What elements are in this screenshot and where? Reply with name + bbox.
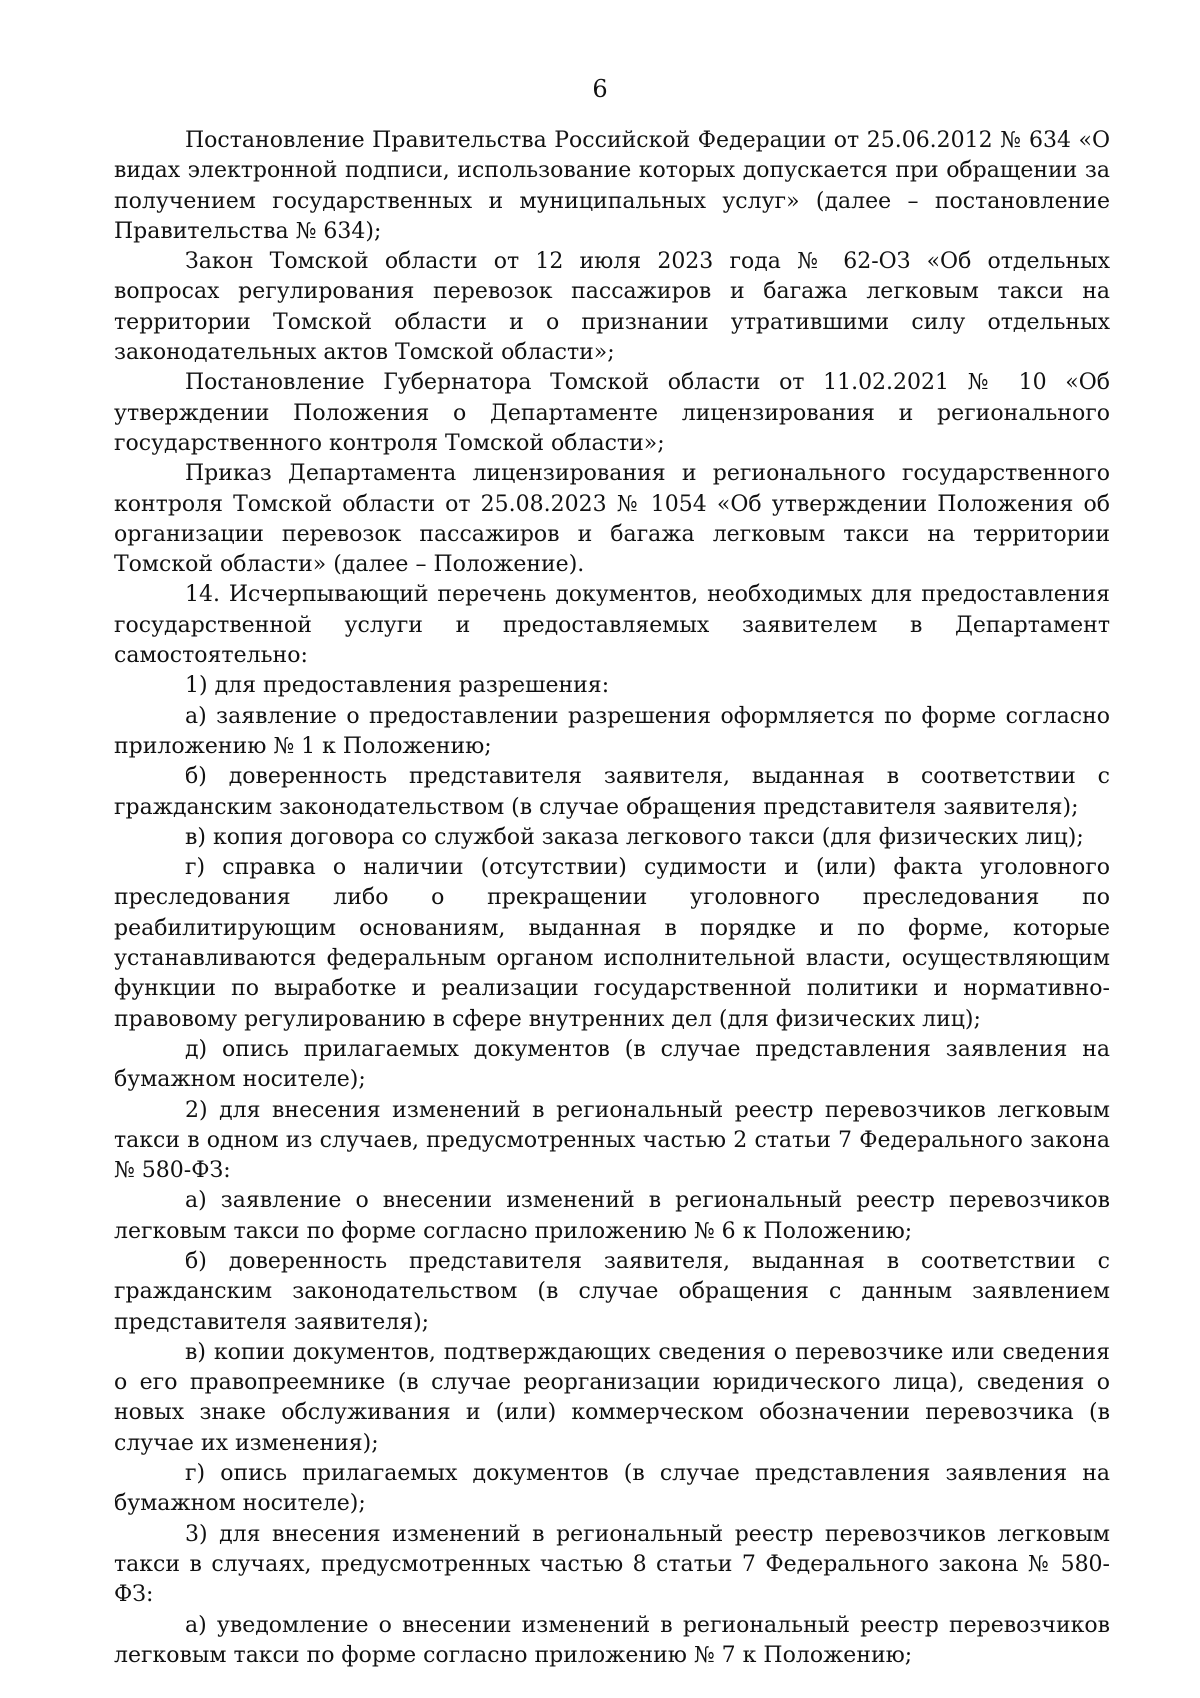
paragraph-item-14: 14. Исчерпывающий перечень документов, необходимых для предоставления государственной услуги и предоставляемых заявителем в Департамент самостоятельно: [114, 582, 1110, 669]
paragraph-department-order: Приказ Департамента лицензирования и регионального государственного контроля Томской области от 25.08.2023 № 1054 «Об утверждении Положения об организации перевозок пассажиров и багажа легковым такси на территории Томской области» (далее – Положение). [114, 461, 1110, 578]
paragraph-subitem-1d: д) опись прилагаемых документов (в случае представления заявления на бумажном носителе); [114, 1036, 1110, 1093]
paragraph-subitem-1: 1) для предоставления разрешения: [185, 673, 610, 699]
paragraph-decree-634: Постановление Правительства Российской Федерации от 25.06.2012 № 634 «О видах электронной подписи, использование которых допускается при обращении за получением государственных и муниципальных услуг» (далее – постановление Правительства № 634); [114, 128, 1110, 244]
paragraph-subitem-1a: а) заявление о предоставлении разрешения оформляется по форме согласно приложению № 1 к Положению; [114, 703, 1110, 759]
paragraph-subitem-2g: г) опись прилагаемых документов (в случае представления заявления на бумажном носителе); [114, 1461, 1110, 1517]
paragraph-subitem-3: 3) для внесения изменений в региональный реестр перевозчиков легковым такси в случаях, предусмотренных частью 8 статьи 7 Федерального закона № 580-ФЗ: [114, 1521, 1110, 1608]
paragraph-subitem-1g: г) справка о наличии (отсутствии) судимости и (или) факта уголовного преследования либо о прекращении уголовного преследования по реабилитирующим основаниям, выданная в порядке и по форме, которые устанавливаются федеральным органом исполнительной власти, осуществляющим функции по выработке и реализации государственной политики и нормативно-правовому регулированию в сфере внутренних дел (для физических лиц); [114, 855, 1110, 1032]
paragraph-subitem-2v: в) копии документов, подтверждающих сведения о перевозчике или сведения о его правопреемнике (в случае реорганизации юридического лица), сведения о новых знаке обслуживания и (или) коммерческом обозначении перевозчика (в случае их изменения); [114, 1339, 1110, 1456]
page-number: 6 [592, 75, 608, 103]
paragraph-subitem-2a: а) заявление о внесении изменений в региональный реестр перевозчиков легковым такси по форме согласно приложению № 6 к Положению; [114, 1188, 1110, 1244]
paragraph-subitem-1b: б) доверенность представителя заявителя, выданная в соответствии с гражданским законодательством (в случае обращения представителя заявителя); [114, 764, 1110, 820]
paragraph-subitem-2b: б) доверенность представителя заявителя, выданная в соответствии с гражданским законодательством (в случае обращения с данным заявлением представителя заявителя); [114, 1248, 1110, 1335]
document-body [114, 126, 1110, 1671]
paragraph-law-62-oz: Закон Томской области от 12 июля 2023 года № 62-ОЗ «Об отдельных вопросах регулирования перевозок пассажиров и багажа легковым такси на территории Томской области и о признании утратившими силу отдельных законодательных актов Томской области»; [114, 249, 1110, 366]
paragraph-subitem-2: 2) для внесения изменений в региональный реестр перевозчиков легковым такси в одном из случаев, предусмотренных частью 2 статьи 7 Федерального закона № 580-ФЗ: [114, 1097, 1110, 1184]
paragraph-governor-decree: Постановление Губернатора Томской области от 11.02.2021 № 10 «Об утверждении Положения о Департаменте лицензирования и регионального государственного контроля Томской области»; [114, 370, 1110, 456]
paragraph-subitem-1v: в) копия договора со службой заказа легкового такси (для физических лиц); [185, 824, 1084, 850]
paragraph-subitem-3a: а) уведомление о внесении изменений в региональный реестр перевозчиков легковым такси по форме согласно приложению № 7 к Положению; [114, 1612, 1110, 1668]
